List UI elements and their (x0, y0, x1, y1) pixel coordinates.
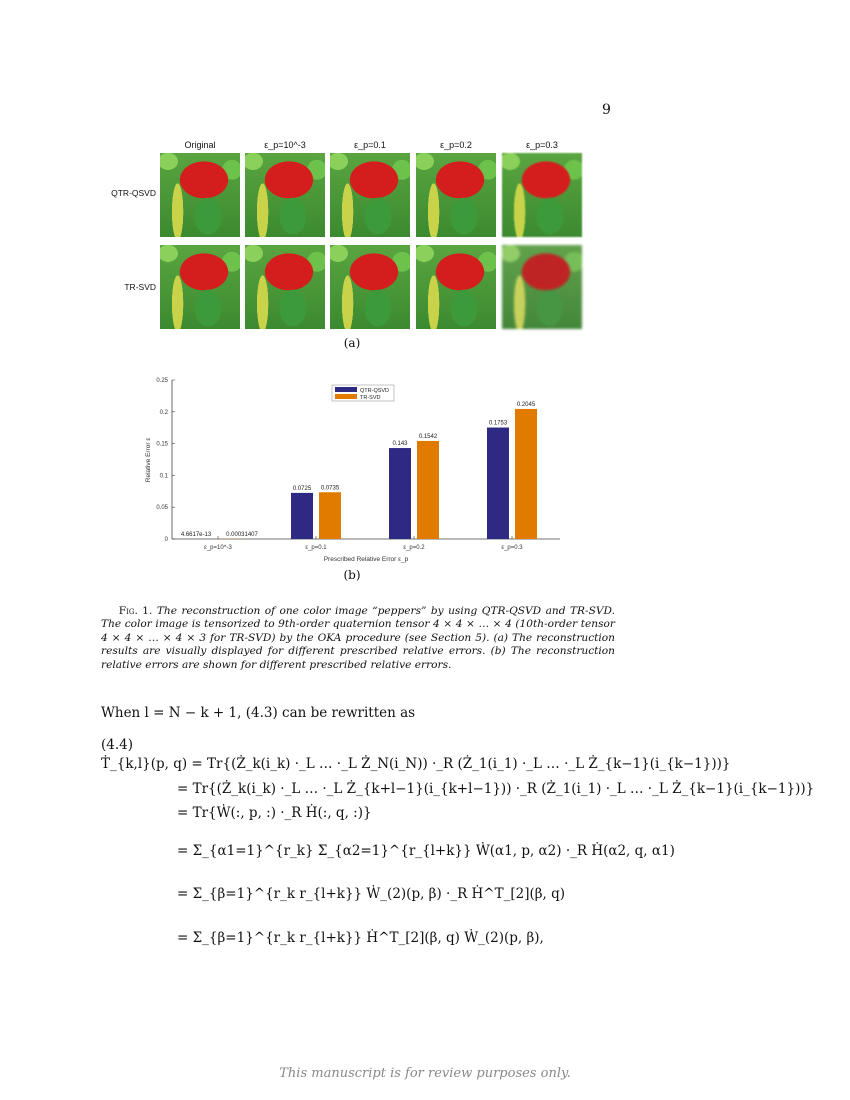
data-label: 0.0735 (320, 485, 340, 492)
bar-tr-svd (319, 492, 341, 539)
subfigure-label-a: (a) (343, 336, 361, 350)
legend-swatch (335, 387, 357, 392)
column-header: ε_p=10^-3 (264, 140, 306, 150)
figure-caption (101, 605, 615, 672)
data-label: 0.143 (392, 441, 408, 448)
data-label: 0.1753 (488, 420, 508, 427)
column-header: ε_p=0.1 (354, 140, 386, 150)
column-header: ε_p=0.2 (440, 140, 472, 150)
legend-label: QTR-QSVD (360, 388, 390, 394)
x-tick-label: ε_p=0.2 (403, 545, 425, 551)
bar-qtr-qsvd (389, 448, 411, 539)
data-label: 0.0725 (292, 485, 312, 492)
x-tick-label: ε_p=10^-3 (204, 545, 232, 551)
equation-line: = Tr{Ẇ(:, p, :) ·_R Ḣ(:, q, :)} (177, 805, 372, 821)
y-tick-label: 0.15 (156, 441, 168, 448)
subfigure-label-b: (b) (343, 568, 361, 582)
caption-text: The reconstruction of one color image “peppers” by using QTR-QSVD and TR-SVD. The color image is tensorized to 9th-order quaternion tensor 4 × 4 × … × 4 (10th-order tensor 4 × 4 × … × 4 × 3 for TR-SVD) by the OKA procedure (see Section 5). (a) The reconstruction results are visually displayed for different prescribed relative errors. (b) The reconstruction relative errors are shown for different prescribed relative errors. (101, 605, 615, 671)
y-tick-label: 0.2 (159, 409, 168, 416)
page-number: 9 (602, 102, 611, 118)
data-label: 0.00031407 (226, 531, 258, 538)
data-label: 0.2045 (516, 401, 536, 408)
data-label: 4.6617e-13 (180, 532, 212, 538)
legend-label: TR-SVD (360, 395, 381, 401)
y-tick-label: 0.25 (156, 378, 168, 384)
y-axis-label: Relative Error ε (145, 437, 152, 483)
bar-qtr-qsvd (487, 428, 509, 539)
column-header: Original (184, 140, 216, 150)
equation-number: (4.4) (101, 737, 134, 753)
caption-label: Fig. 1. (118, 605, 153, 617)
x-tick-label: ε_p=0.1 (305, 545, 327, 551)
equation-line: = Σ_{β=1}^{r_k r_{l+k}} Ḣ^T_[2](β, q) Ẇ_(2)(p, β), (177, 930, 544, 946)
equation-line: = Tr{(Ż_k(i_k) ·_L … ·_L Ż_{k+l−1}(i_{k+l−1})) ·_R (Ż_1(i_1) ·_L … ·_L Ż_{k−1}(i_{k−1}))} (177, 781, 815, 797)
equation-line: = Σ_{α1=1}^{r_k} Σ_{α2=1}^{r_{l+k}} Ẇ(α1, p, α2) ·_R Ḣ(α2, q, α1) (177, 843, 675, 859)
y-tick-label: 0 (164, 537, 168, 543)
x-axis-label: Prescribed Relative Error ε_p (323, 556, 409, 563)
bar-tr-svd (515, 409, 537, 539)
x-tick-label: ε_p=0.3 (501, 545, 523, 551)
column-header: ε_p=0.3 (526, 140, 558, 150)
y-tick-label: 0.1 (159, 473, 168, 480)
equation-line: = Σ_{β=1}^{r_k r_{l+k}} Ẇ_(2)(p, β) ·_R Ḣ^T_[2](β, q) (177, 886, 566, 902)
row-label: TR-SVD (124, 282, 156, 292)
equation-line: Ṫ_{k,l}(p, q) = Tr{(Ż_k(i_k) ·_L … ·_L Ż_N(i_N)) ·_R (Ż_1(i_1) ·_L … ·_L Ż_{k−1}(i_{k−1}))} (101, 756, 731, 772)
bar-qtr-qsvd (291, 493, 313, 539)
row-label: QTR-QSVD (111, 188, 156, 198)
legend-swatch (335, 394, 357, 399)
page-footer: This manuscript is for review purposes only. (279, 1066, 571, 1081)
body-text: When l = N − k + 1, (4.3) can be rewritten as (101, 705, 416, 721)
data-label: 0.1542 (418, 433, 438, 440)
y-tick-label: 0.05 (156, 505, 168, 512)
bar-tr-svd (417, 441, 439, 539)
